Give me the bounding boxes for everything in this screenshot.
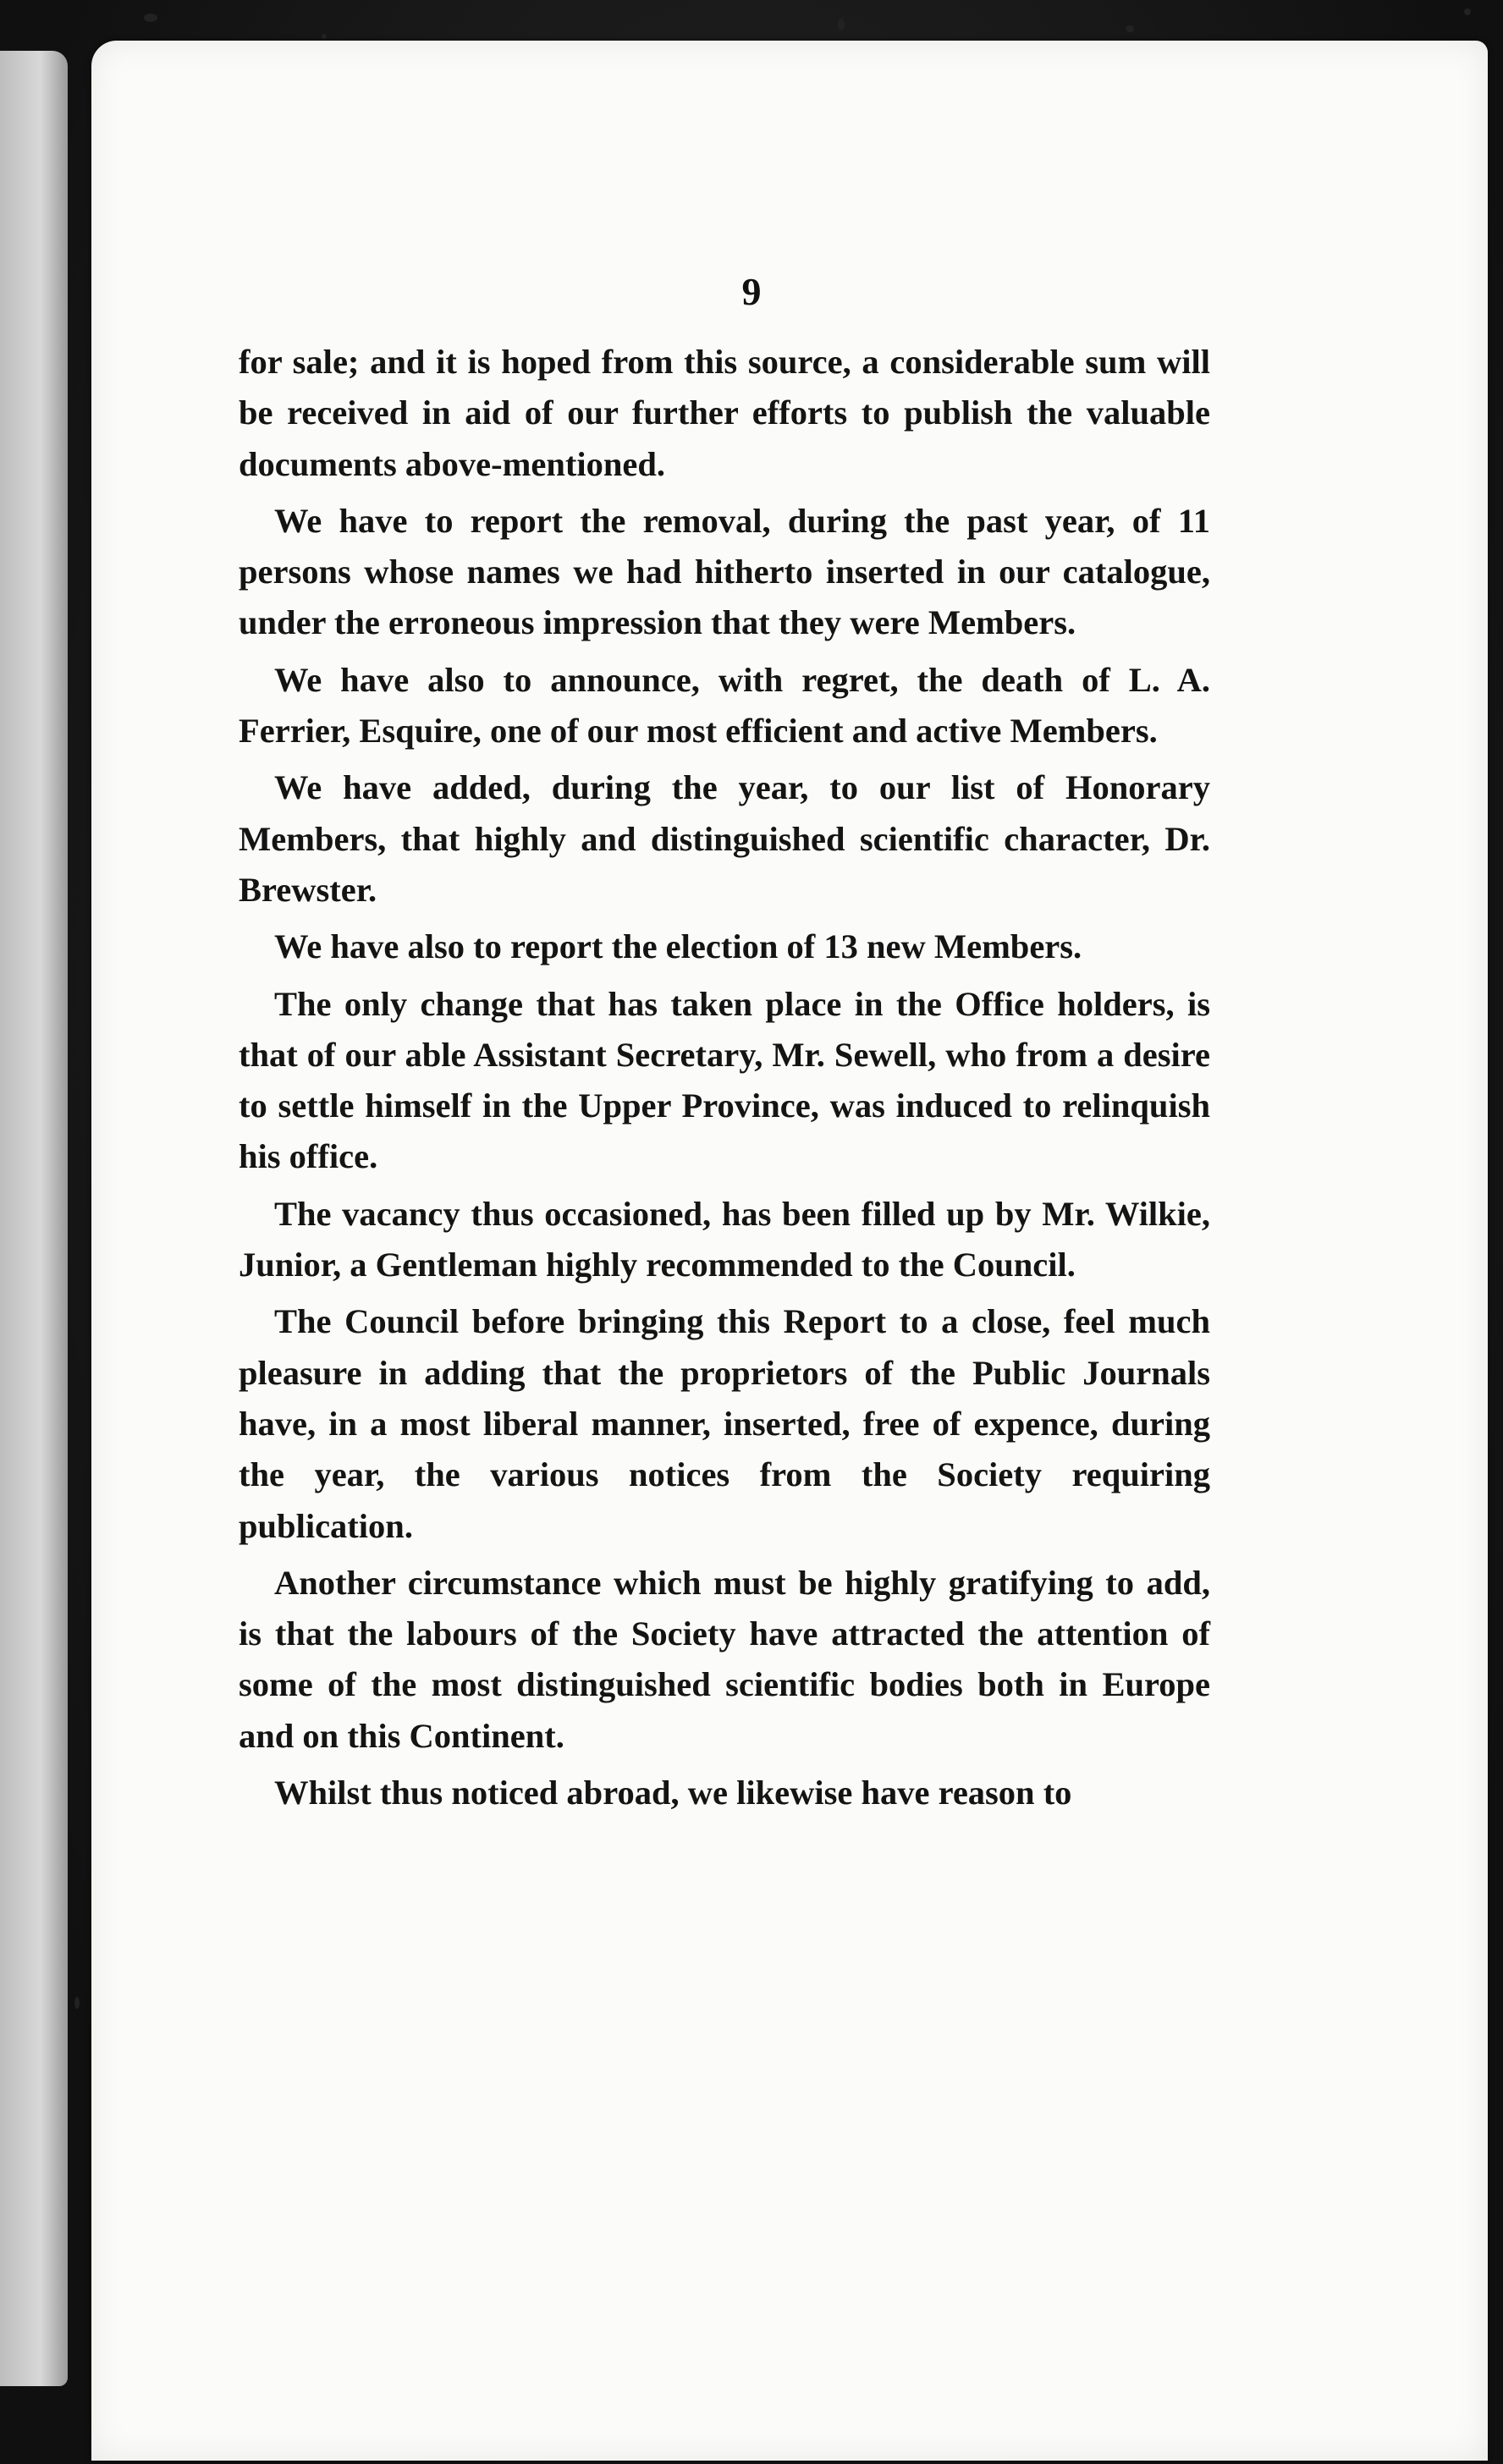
paragraph: The vacancy thus occasioned, has been filled up by Mr. Wilkie, Junior, a Gentleman highly recommended to the Council. xyxy=(239,1194,1210,1284)
paragraph: Whilst thus noticed abroad, we likewise have reason to xyxy=(274,1774,1072,1812)
paragraph: We have to report the removal, during the past year, of 11 persons whose names we had hitherto inserted in our catalogue, under the erroneous impression that they were Members. xyxy=(239,501,1210,642)
paragraph: The only change that has taken place in the Office holders, is that of our able Assistant Secretary, Mr. Sewell, who from a desire to settle himself in the Upper Province, was induced to relinquish his office. xyxy=(239,984,1210,1176)
paragraph: Another circumstance which must be highly gratifying to add, is that the labours of the Society have attracted the attention of some of the most distinguished scientific bodies both in Europe and on this Continent. xyxy=(239,1563,1210,1755)
adjacent-page-edge xyxy=(0,51,68,2386)
paragraph: The Council before bringing this Report to a close, feel much pleasure in adding that the proprietors of the Public Journals have, in a most liberal manner, inserted, free of expence, during the year, the various notices from the Society requiring publication. xyxy=(239,1302,1210,1545)
paragraph: for sale; and it is hoped from this source, a considerable sum will be received in aid of our further efforts to publish the valuable documents above-mentioned. xyxy=(239,343,1210,483)
page-body-text xyxy=(239,337,1210,1824)
paragraph: We have also to announce, with regret, the death of L. A. Ferrier, Esquire, one of our most efficient and active Members. xyxy=(239,660,1210,751)
page-number: 9 xyxy=(741,270,762,313)
paragraph: We have added, during the year, to our list of Honorary Members, that highly and distinguished scientific character, Dr. Brewster. xyxy=(239,768,1210,909)
paragraph: We have also to report the election of 13 new Members. xyxy=(274,927,1082,966)
